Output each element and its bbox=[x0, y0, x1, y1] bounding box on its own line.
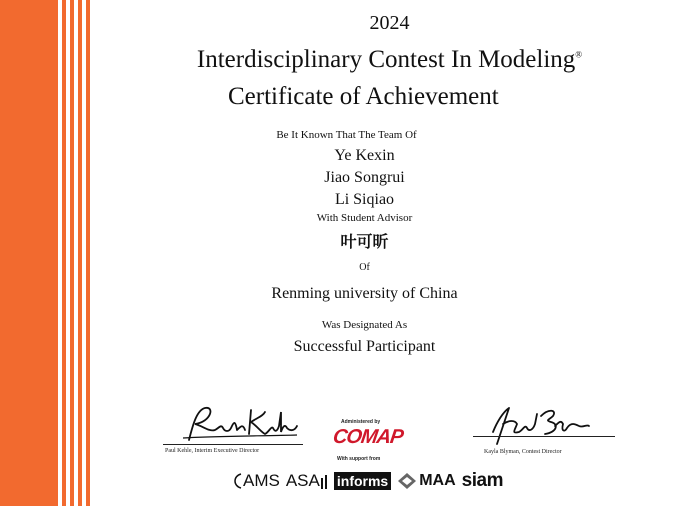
asa-bars-icon bbox=[320, 472, 328, 490]
institution-name: Renming university of China bbox=[271, 285, 458, 302]
contest-title bbox=[95, 46, 684, 74]
certificate-title: Certificate of Achievement bbox=[228, 83, 499, 110]
left-signature-image bbox=[165, 402, 305, 444]
maa-logo: MAA bbox=[397, 472, 455, 490]
comap-logo: COMAP bbox=[331, 426, 405, 448]
registered-mark: ® bbox=[575, 49, 583, 60]
contest-name: Interdisciplinary Contest In Modeling bbox=[196, 46, 576, 73]
advisor-name: 叶可昕 bbox=[340, 232, 389, 251]
siam-logo: siam bbox=[461, 470, 503, 491]
of-label: Of bbox=[359, 262, 370, 273]
team-member: Ye Kexin bbox=[334, 147, 395, 164]
team-member: Li Siqiao bbox=[334, 191, 395, 208]
certificate-year: 2024 bbox=[369, 12, 410, 34]
left-signature-line bbox=[163, 444, 303, 445]
ams-emblem-icon bbox=[231, 472, 243, 490]
asa-logo: ASA bbox=[286, 471, 328, 491]
support-label: With support from bbox=[337, 456, 381, 462]
sponsor-logos bbox=[231, 470, 503, 492]
advisor-intro: With Student Advisor bbox=[316, 212, 413, 224]
right-signature-line bbox=[473, 436, 615, 437]
designation: Successful Participant bbox=[293, 338, 436, 355]
decorative-stripes bbox=[0, 0, 95, 506]
left-signature-caption: Paul Kehle, Interim Executive Director bbox=[165, 448, 260, 454]
designation-intro: Was Designated As bbox=[321, 319, 408, 331]
right-signature-image bbox=[475, 402, 615, 450]
maa-emblem-icon bbox=[397, 472, 417, 490]
administered-by-label: Administered by bbox=[341, 419, 381, 425]
right-signature-caption: Kayla Blyman, Contest Director bbox=[484, 449, 562, 455]
team-member: Jiao Songrui bbox=[324, 169, 405, 186]
ams-logo: AMS bbox=[231, 471, 280, 491]
intro-text: Be It Known That The Team Of bbox=[276, 129, 417, 141]
informs-logo: informs bbox=[334, 472, 391, 490]
